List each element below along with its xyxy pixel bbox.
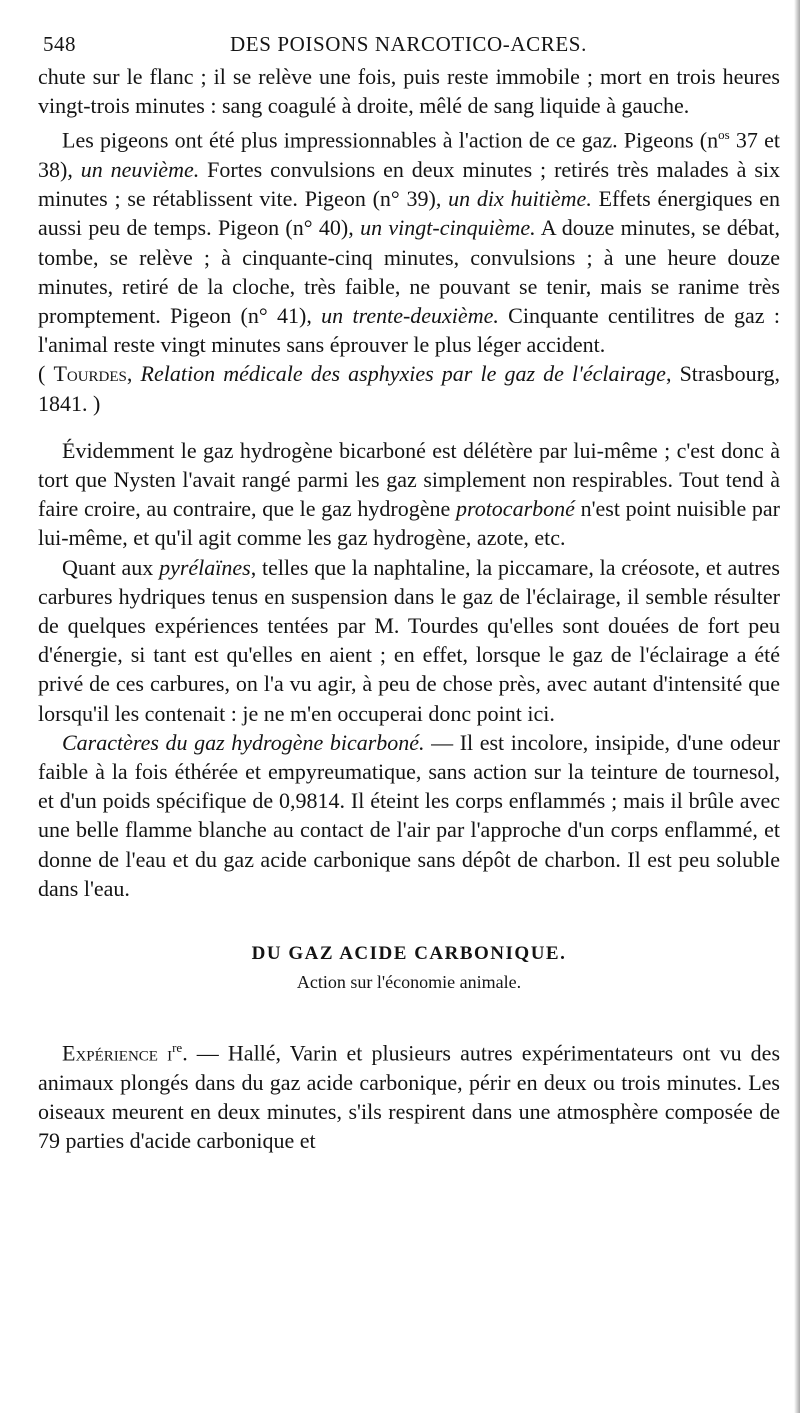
section-gap <box>38 903 780 939</box>
text-run: , <box>126 361 141 387</box>
text-run: Les pigeons ont été plus impressionnables à l'action de ce gaz. Pigeons (n <box>62 127 719 153</box>
paragraph-experience <box>38 1033 780 1155</box>
text-run: ( <box>38 361 54 387</box>
text-run: , telles que la naphtaline, la piccamare, la créosote, et autres carbures hydriques tenus en suspension dans le gaz de l'éclairage, il semble résulter de quelques expériences tentées par M. Tourdes qu'elles sont douées de fort peu d'énergie, si tant est qu'elles en aient ; en effet, lorsque le gaz de l'éclairage a été privé de ces carbures, on l'a vu agir, à peu de chose près, avec autant d'intensité que lorsqu'il les contenait : je ne m'en occuperai donc point ici. <box>38 554 780 726</box>
work-title: Relation médicale des asphyxies par le gaz de l'éclairage <box>140 361 666 387</box>
page-header <box>38 28 780 62</box>
text-run: Évidemment le gaz hydrogène bicarboné est délétère par lui-même ; c'est donc à tort que Nysten l'avait rangé parmi les gaz simplement non respirables. Tout tend à faire croire, au contraire, que le gaz hydrogène <box>38 437 780 522</box>
text-run: — Il est incolore, insipide, d'une odeur faible à la fois éthérée et empyreumatique, sans action sur la teinture de tournesol, et d'un poids spécifique de 0,9814. Il éteint les corps enflammés ; mais il brûle avec une belle flamme blanche au contact de l'air par l'approche d'un corps enflammé, et donne de l'eau et du gaz acide carbonique sans dépôt de charbon. Il est peu soluble dans l'eau. <box>38 729 780 901</box>
superscript: re <box>172 1040 183 1056</box>
paragraph-pigeons <box>38 120 780 359</box>
italic-fraction: un dix huitième. <box>448 186 592 212</box>
paragraph-caracteres <box>38 728 780 903</box>
experience-label: Expérience <box>62 1040 158 1066</box>
text-run: . — Hallé, Varin et plusieurs autres expérimentateurs ont vu des animaux plongés dans du gaz acide carbonique, périr en deux ou trois minutes. Les oiseaux meurent en deux minutes, s'ils respirent dans une atmosphère composée de 79 parties d'acide carbonique et <box>38 1040 781 1154</box>
italic-fraction: un vingt-cinquième. <box>360 215 536 241</box>
text-run: 37 et 38), <box>38 127 780 182</box>
paragraph-gap <box>38 418 780 436</box>
italic-term: pyrélaïnes <box>159 554 251 580</box>
superscript: os <box>718 127 730 143</box>
section-gap <box>38 997 780 1033</box>
italic-term: protocarboné <box>455 496 575 522</box>
citation <box>38 359 780 417</box>
section-heading: DU GAZ ACIDE CARBONIQUE. <box>251 943 567 965</box>
page-edge-shadow <box>794 0 800 1413</box>
text-run: A douze minutes, se débat, tombe, se relève ; à cinquante-cinq minutes, convulsions ; à une heure douze minutes, retiré de la cloche, très faible, ne pouvant se tenir, mais se ranime très promptement. Pigeon (n° 41), <box>38 215 780 328</box>
italic-subtitle: Caractères du gaz hydrogène bicarboné. <box>62 729 425 755</box>
text-run: Quant aux <box>62 554 160 580</box>
text-run: , Strasbourg, 1841. ) <box>38 361 781 416</box>
section-subheading: Action sur l'économie animale. <box>296 972 522 993</box>
book-page <box>38 28 780 1398</box>
author-name: Tourdes <box>53 361 127 387</box>
running-title: DES POISONS NARCOTICO-ACRES. <box>230 32 587 56</box>
text-run: n'est point nuisible par lui-même, et qu'il agit comme les gaz hydrogène, azote, etc. <box>38 496 780 551</box>
italic-fraction: un neuvième. <box>80 156 200 182</box>
paragraph-bicarbone <box>38 436 780 553</box>
paragraph-pyrelaines <box>38 553 780 728</box>
experience-number: i <box>167 1040 173 1066</box>
text-run: Effets énergiques en aussi peu de temps. Pigeon (n° 40), <box>38 186 780 241</box>
text-run: Fortes convulsions en deux minutes ; retirés très malades à six minutes ; se rétablissent vite. Pigeon (n° 39), <box>38 156 781 212</box>
page-number: 548 <box>43 32 76 56</box>
paragraph-continuation: chute sur le flanc ; il se relève une fois, puis reste immobile ; mort en trois heures vingt-trois minutes : sang coagulé à droite, mêlé de sang liquide à gauche. <box>38 64 780 119</box>
text-run: Cinquante centilitres de gaz : l'animal reste vingt minutes sans éprouver le plus léger accident. <box>38 302 780 358</box>
body-text <box>38 62 780 1156</box>
italic-fraction: un trente-deuxième. <box>321 302 499 328</box>
